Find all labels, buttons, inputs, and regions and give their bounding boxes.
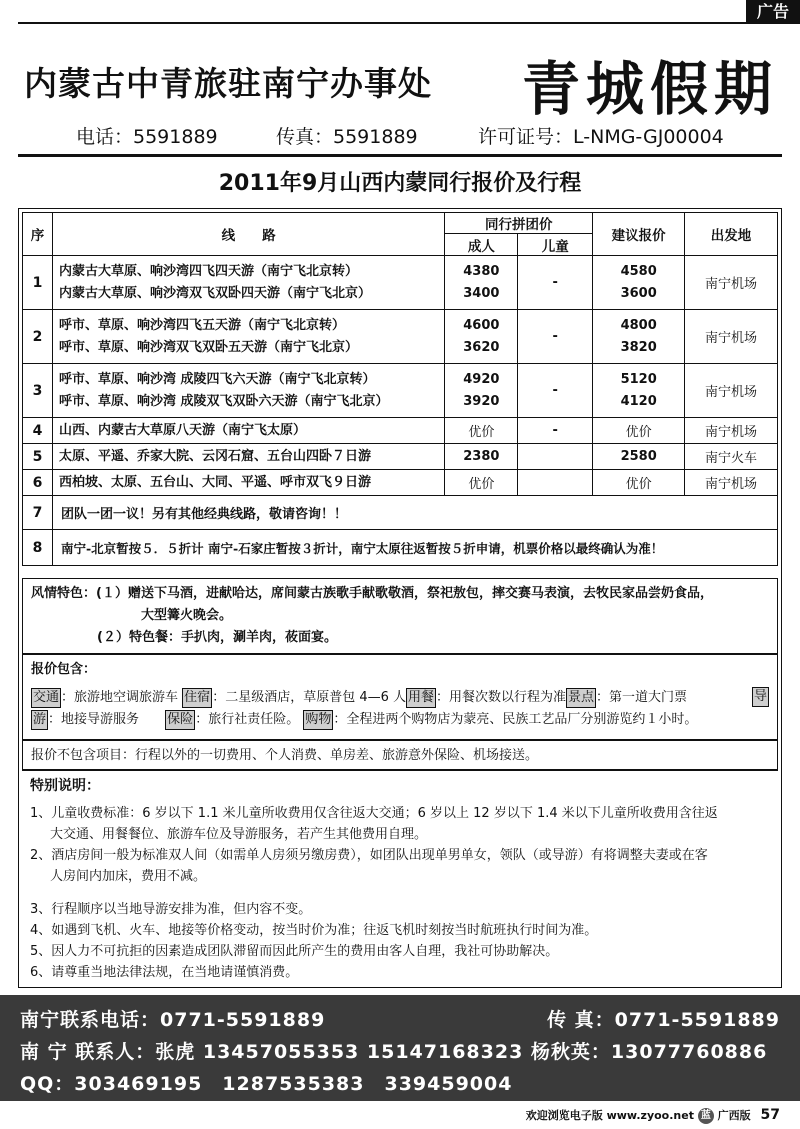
route-line: 呼市、草原、响沙湾 成陵双飞双卧六天游（南宁飞北京） bbox=[58, 393, 389, 409]
bottom-credit bbox=[526, 1107, 780, 1124]
row-number: 2 bbox=[23, 310, 53, 364]
price-table bbox=[22, 212, 778, 566]
child-price: - bbox=[518, 256, 593, 310]
list-item: 2、酒店房间一般为标准双人间（如需单人房须另缴房费），如团队出现单男单女，领队（或导游）有将调整夫妻或在客 bbox=[30, 848, 708, 863]
traffic-label: 交通 bbox=[31, 688, 61, 708]
hotel-label: 住宿 bbox=[182, 688, 212, 708]
row-number: 8 bbox=[23, 530, 53, 566]
list-item: 6、请尊重当地法律法规，在当地请谨慎消费。 bbox=[30, 965, 299, 980]
table-row bbox=[23, 310, 778, 364]
route-cell bbox=[52, 310, 444, 364]
row-number: 5 bbox=[23, 444, 53, 470]
route-cell: 山西、内蒙古大草原八天游（南宁飞太原） bbox=[52, 418, 444, 444]
edition-text: 广西版 bbox=[717, 1109, 751, 1122]
includes-section bbox=[22, 654, 778, 740]
page-title: 2011年9月山西内蒙同行报价及行程 bbox=[218, 171, 582, 196]
features-line: (２）特色餐：手扒肉，涮羊肉，莜面宴。 bbox=[97, 630, 337, 645]
route-line: 内蒙古大草原、响沙湾四飞四天游（南宁飞北京转） bbox=[58, 263, 358, 279]
route-line: 呼市、草原、响沙湾双飞双卧五天游（南宁飞北京） bbox=[58, 339, 358, 355]
guide-label: 导 bbox=[752, 687, 769, 707]
ad-tag: 广告 bbox=[746, 0, 800, 24]
header bbox=[18, 38, 782, 123]
adult-price: 优价 bbox=[445, 470, 518, 496]
route-line: 呼市、草原、响沙湾 成陵四飞六天游（南宁飞北京转） bbox=[58, 371, 376, 387]
child-price bbox=[518, 444, 593, 470]
includes-line bbox=[31, 687, 769, 709]
adult-price: 4920 3920 bbox=[445, 364, 518, 418]
table-row bbox=[23, 470, 778, 496]
license-text: 许可证号：L-NMG-GJ00004 bbox=[478, 126, 724, 148]
adult-price: 4600 3620 bbox=[445, 310, 518, 364]
child-price: - bbox=[518, 418, 593, 444]
excludes-text: 报价不包含项目：行程以外的一切费用、个人消费、单房差、旅游意外保险、机场接送。 bbox=[31, 748, 539, 763]
suggested-price: 4800 3820 bbox=[593, 310, 685, 364]
sight-label: 景点 bbox=[566, 688, 596, 708]
brand-logo-text: 青城假期 bbox=[521, 55, 778, 123]
badge-icon: 蓝 bbox=[698, 1108, 714, 1124]
page-number: 57 bbox=[760, 1107, 780, 1123]
list-item: 人房间内加床，费用不减。 bbox=[50, 869, 207, 884]
footer-qq: QQ：303469195 1287535383 339459004 bbox=[20, 1073, 513, 1095]
suggested-price: 4580 3600 bbox=[593, 256, 685, 310]
note-cell: 南宁-北京暂按５．５折计 南宁-石家庄暂按３折计，南宁太原往返暂按５折申请，机票价格以最终确认为准！ bbox=[52, 530, 777, 566]
special-heading: 特别说明： bbox=[30, 778, 100, 794]
departure-cell: 南宁机场 bbox=[685, 256, 778, 310]
site-text: 欢迎浏览电子版 www.zyoo.net bbox=[525, 1109, 694, 1122]
suggested-price: 5120 4120 bbox=[593, 364, 685, 418]
table-row bbox=[23, 496, 778, 530]
suggested-price: 2580 bbox=[593, 444, 685, 470]
header-route: 线 路 bbox=[52, 213, 444, 256]
table-row bbox=[23, 444, 778, 470]
contact-line bbox=[18, 120, 782, 150]
list-item: 3、行程顺序以当地导游安排为准，但内容不变。 bbox=[30, 902, 312, 917]
header-departure: 出发地 bbox=[685, 213, 778, 256]
header-adult: 成人 bbox=[445, 234, 518, 256]
list-item: 大交通、用餐餐位、旅游车位及导游服务，若产生其他费用自理。 bbox=[50, 827, 428, 842]
traffic-text: ：旅游地空调旅游车 bbox=[61, 690, 179, 705]
footer-tel: 南宁联系电话：0771-5591889 bbox=[20, 1009, 326, 1031]
route-line: 呼市、草原、响沙湾四飞五天游（南宁飞北京转） bbox=[58, 317, 345, 333]
includes-line bbox=[31, 709, 769, 731]
adult-price: 4380 3400 bbox=[445, 256, 518, 310]
departure-cell: 南宁机场 bbox=[685, 310, 778, 364]
features-line: 大型篝火晚会。 bbox=[141, 608, 233, 623]
row-number: 4 bbox=[23, 418, 53, 444]
route-cell: 西柏坡、太原、五台山、大同、平遥、呼市双飞９日游 bbox=[52, 470, 444, 496]
header-rule bbox=[18, 154, 782, 157]
header-group-price: 同行拼团价 bbox=[445, 213, 593, 234]
special-section bbox=[22, 770, 778, 984]
departure-cell: 南宁火车 bbox=[685, 444, 778, 470]
route-cell bbox=[52, 256, 444, 310]
row-number: 3 bbox=[23, 364, 53, 418]
departure-cell: 南宁机场 bbox=[685, 364, 778, 418]
departure-cell: 南宁机场 bbox=[685, 418, 778, 444]
list-item: 5、因人力不可抗拒的因素造成团队滞留而因此所产生的费用由客人自理，我社可协助解决。 bbox=[30, 944, 559, 959]
insurance-label: 保险 bbox=[165, 710, 195, 730]
top-rule bbox=[18, 22, 782, 24]
meal-text: ：用餐次数以行程为准 bbox=[436, 690, 567, 705]
list-item: 1、儿童收费标准：6 岁以下 1.1 米儿童所收费用仅含往返大交通；6 岁以上 12 岁以下 1.4 米以下儿童所收费用含往返 bbox=[30, 806, 718, 821]
departure-cell: 南宁机场 bbox=[685, 470, 778, 496]
row-number: 7 bbox=[23, 496, 53, 530]
office-name: 内蒙古中青旅驻南宁办事处 bbox=[24, 64, 432, 103]
child-price: - bbox=[518, 364, 593, 418]
row-number: 1 bbox=[23, 256, 53, 310]
header-seq: 序 bbox=[23, 213, 53, 256]
special-list bbox=[30, 803, 770, 983]
includes-heading: 报价包含： bbox=[31, 662, 97, 677]
table-row bbox=[23, 530, 778, 566]
suggested-price: 优价 bbox=[593, 418, 685, 444]
shopping-label: 购物 bbox=[303, 710, 333, 730]
guide-label: 游 bbox=[31, 710, 48, 730]
suggested-price: 优价 bbox=[593, 470, 685, 496]
hotel-text: ：二星级酒店，草原普包 4—6 人 bbox=[212, 690, 406, 705]
guide-text: ：地接导游服务 bbox=[48, 712, 140, 727]
footer-fax: 传 真：0771-5591889 bbox=[547, 1009, 780, 1031]
excludes-section bbox=[22, 740, 778, 770]
route-cell bbox=[52, 364, 444, 418]
route-line: 内蒙古大草原、响沙湾双飞双卧四天游（南宁飞北京） bbox=[58, 285, 371, 301]
footer-contacts: 南 宁 联系人：张虎 13457055353 15147168323 杨秋英：13077760886 bbox=[20, 1041, 768, 1063]
table-row bbox=[23, 418, 778, 444]
phone-text: 电话：5591889 bbox=[76, 126, 218, 148]
route-cell: 太原、平遥、乔家大院、云冈石窟、五台山四卧７日游 bbox=[52, 444, 444, 470]
insurance-text: ：旅行社责任险。 bbox=[195, 712, 300, 727]
row-number: 6 bbox=[23, 470, 53, 496]
fax-text: 传真：5591889 bbox=[276, 126, 418, 148]
note-cell: 团队一团一议！另有其他经典线路，敬请咨询！！ bbox=[52, 496, 777, 530]
table-row bbox=[23, 364, 778, 418]
adult-price: 2380 bbox=[445, 444, 518, 470]
contact-footer bbox=[0, 995, 800, 1101]
child-price bbox=[518, 470, 593, 496]
list-item: 4、如遇到飞机、火车、地接等价格变动，按当时价为准；往返飞机时刻按当时航班执行时间为准。 bbox=[30, 923, 598, 938]
table-row bbox=[23, 256, 778, 310]
header-suggested: 建议报价 bbox=[593, 213, 685, 256]
features-section bbox=[22, 578, 778, 654]
header-child: 儿童 bbox=[518, 234, 593, 256]
shopping-text: ：全程进两个购物店为蒙亮、民族工艺品厂分别游览约１小时。 bbox=[333, 712, 698, 727]
sight-text: ：第一道大门票 bbox=[596, 690, 688, 705]
meal-label: 用餐 bbox=[406, 688, 436, 708]
features-line: 风情特色：(１）赠送下马酒，进献哈达，席间蒙古族歌手献歌敬酒，祭祀敖包，摔交赛马表演，去牧民家品尝奶食品， bbox=[31, 586, 713, 601]
adult-price: 优价 bbox=[445, 418, 518, 444]
child-price: - bbox=[518, 310, 593, 364]
